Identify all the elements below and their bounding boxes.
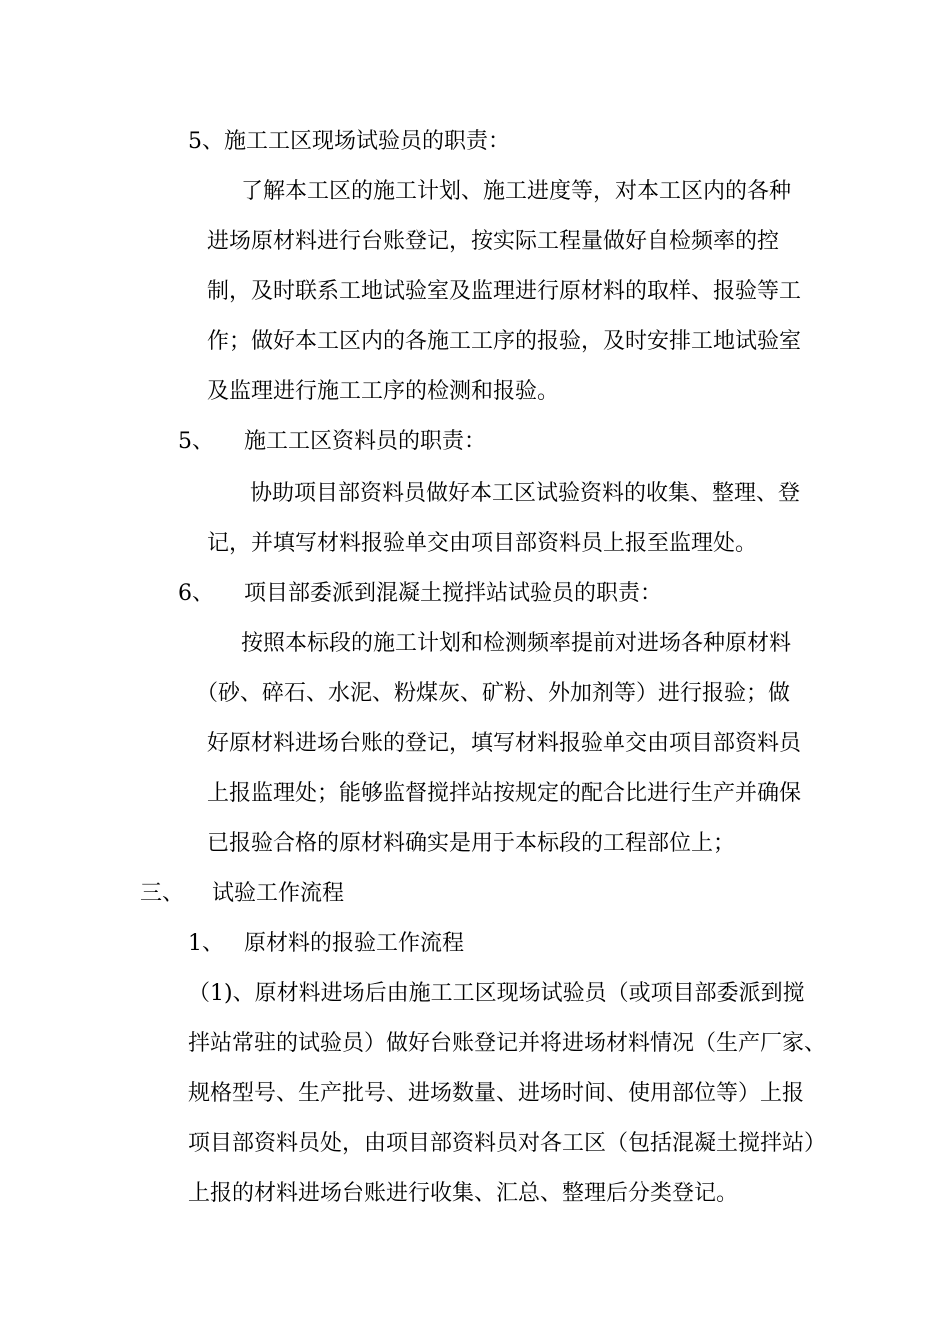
paragraph-line: 协助项目部资料员做好本工区试验资料的收集、整理、登: [250, 481, 801, 506]
paragraph-line: 已报验合格的原材料确实是用于本标段的工程部位上；: [207, 831, 736, 856]
paragraph-line: 项目部资料员处，由项目部资料员对各工区（包括混凝土搅拌站）: [188, 1131, 827, 1156]
paragraph-line: 及监理进行施工工序的检测和报验。: [207, 379, 560, 404]
subsection-heading: 原材料的报验工作流程: [244, 931, 465, 956]
paragraph-line: 了解本工区的施工计划、施工进度等，对本工区内的各种: [241, 179, 792, 204]
paragraph-line: 作；做好本工区内的各施工工序的报验，及时安排工地试验室: [207, 329, 802, 354]
paragraph-line: 记，并填写材料报验单交由项目部资料员上报至监理处。: [207, 531, 758, 556]
paragraph-line: 制，及时联系工地试验室及监理进行原材料的取样、报验等工: [207, 279, 802, 304]
paragraph-line: 按照本标段的施工计划和检测频率提前对进场各种原材料: [241, 631, 792, 656]
chapter-number: 三、: [140, 881, 185, 906]
paragraph-line: 拌站常驻的试验员）做好台账登记并将进场材料情况（生产厂家、: [188, 1031, 827, 1056]
paragraph-line: 进场原材料进行台账登记，按实际工程量做好自检频率的控: [207, 229, 780, 254]
section-number: 6、: [178, 581, 214, 606]
paragraph-line: （1)、原材料进场后由施工工区现场试验员（或项目部委派到搅: [188, 981, 805, 1006]
paragraph-line: 上报监理处；能够监督搅拌站按规定的配合比进行生产并确保: [207, 781, 802, 806]
paragraph-line: 规格型号、生产批号、进场数量、进场时间、使用部位等）上报: [188, 1081, 805, 1106]
paragraph-line: 上报的材料进场台账进行收集、汇总、整理后分类登记。: [188, 1181, 739, 1206]
section-heading: 项目部委派到混凝土搅拌站试验员的职责：: [244, 581, 663, 606]
paragraph-line: （砂、碎石、水泥、粉煤灰、矿粉、外加剂等）进行报验；做: [196, 681, 791, 706]
section-number: 5、: [178, 429, 214, 454]
subsection-number: 1、: [188, 931, 224, 956]
chapter-heading: 试验工作流程: [212, 881, 345, 906]
paragraph-line: 好原材料进场台账的登记，填写材料报验单交由项目部资料员: [207, 731, 802, 756]
section-heading: 施工工区资料员的职责：: [244, 429, 487, 454]
section-heading: 5、施工工区现场试验员的职责：: [188, 129, 510, 154]
